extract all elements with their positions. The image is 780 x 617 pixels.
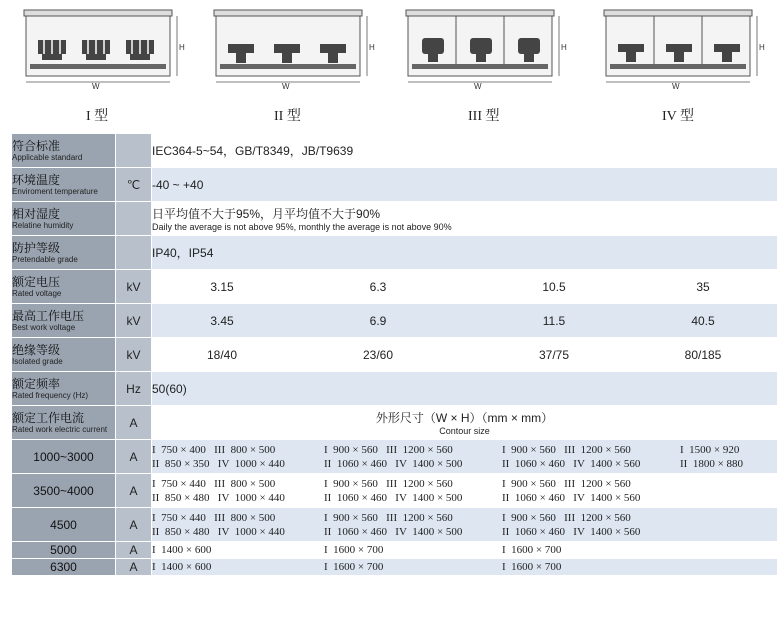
size-row: [12, 474, 778, 508]
size-cell: [152, 543, 324, 557]
size-row-values: [152, 508, 778, 542]
type-iv-drawing: [602, 8, 764, 90]
size-line: I 900 × 560 III 1200 × 560: [502, 443, 631, 456]
size-line: II 850 × 350 IV 1000 × 440: [152, 457, 285, 470]
value-humidity: [152, 202, 778, 236]
size-line: II 1800 × 880: [680, 457, 744, 470]
size-line: [680, 511, 770, 525]
size-line: I 900 × 560 III 1200 × 560: [502, 477, 631, 490]
row-standard: [12, 134, 778, 168]
rated-voltage-2: 6.3: [369, 279, 387, 294]
size-cell: [324, 560, 502, 574]
size-line: [680, 491, 770, 505]
size-cell: [502, 560, 680, 574]
size-cell: [680, 560, 770, 574]
label-current: 额定工作电流 Rated work electric current: [12, 406, 116, 440]
size-row-current: 6300: [12, 559, 116, 576]
size-rows: [12, 440, 778, 576]
rated-voltage-3: 10.5: [542, 279, 566, 294]
row-protection: [12, 236, 778, 270]
unit-max-voltage: kV: [116, 304, 152, 338]
label-insulation: 绝缘等级 Isolated grade: [12, 338, 116, 372]
row-current-header: [12, 406, 778, 440]
type-iii-diagram: [404, 8, 567, 91]
size-cell: [502, 477, 680, 505]
unit-frequency: Hz: [116, 372, 152, 406]
size-cell: [152, 511, 324, 539]
size-cell: [324, 477, 502, 505]
row-frequency: [12, 372, 778, 406]
size-line: II 850 × 480 IV 1000 × 440: [152, 525, 285, 538]
size-line: II 1060 × 460 IV 1400 × 560: [502, 457, 641, 470]
size-line: [680, 560, 770, 574]
width-label: W: [672, 82, 680, 91]
insulation-2: 23/60: [362, 347, 394, 362]
size-line: I 1600 × 700: [324, 561, 384, 573]
size-cell: [324, 543, 502, 557]
size-row-current: 5000: [12, 542, 116, 559]
size-line: [680, 477, 770, 491]
size-line: I 900 × 560 III 1200 × 560: [324, 443, 453, 456]
row-rated-voltage: [12, 270, 778, 304]
size-row-unit: A: [116, 440, 152, 474]
size-line: II 1060 × 460 IV 1400 × 560: [502, 491, 641, 504]
label-frequency: 额定频率 Rated frequency (Hz): [12, 372, 116, 406]
size-cell: [502, 511, 680, 539]
width-label: W: [282, 82, 290, 91]
size-cell: [502, 443, 680, 471]
type-ii-diagram: [212, 8, 375, 91]
row-humidity: [12, 202, 778, 236]
size-row-current: 3500~4000: [12, 474, 116, 508]
value-max-voltage: [152, 304, 778, 338]
contour-cn: 外形尺寸（W × H）（mm × mm）: [375, 411, 554, 425]
insulation-4: 80/185: [684, 347, 722, 362]
type-i-label: I 型: [86, 109, 109, 124]
size-row: [12, 559, 778, 576]
size-line: I 1600 × 700: [502, 544, 562, 556]
unit-insulation: kV: [116, 338, 152, 372]
size-line: I 1600 × 700: [324, 544, 384, 556]
type-ii-label: II 型: [274, 109, 301, 124]
size-row-values: [152, 542, 778, 559]
insulation-3: 37/75: [538, 347, 570, 362]
size-cell: [152, 443, 324, 471]
size-cell: [152, 560, 324, 574]
max-voltage-3: 11.5: [542, 313, 566, 328]
size-row-values: [152, 440, 778, 474]
size-line: I 900 × 560 III 1200 × 560: [324, 511, 453, 524]
type-iv-diagram: [602, 8, 765, 91]
enclosure-diagrams: [0, 0, 780, 128]
size-line: [680, 525, 770, 539]
size-cell: [680, 543, 770, 557]
size-cell: [502, 543, 680, 557]
contour-en: Contour size: [439, 426, 490, 436]
label-humidity: 相对湿度 Relatine humidity: [12, 202, 116, 236]
size-row: [12, 508, 778, 542]
size-line: I 1400 × 600: [152, 561, 212, 573]
max-voltage-4: 40.5: [691, 313, 715, 328]
size-line: II 850 × 480 IV 1000 × 440: [152, 491, 285, 504]
size-row-current: 4500: [12, 508, 116, 542]
size-row-values: [152, 559, 778, 576]
size-row-unit: A: [116, 542, 152, 559]
value-contour-header: [152, 406, 778, 440]
row-insulation: [12, 338, 778, 372]
label-max-voltage: 最高工作电压 Best work voltage: [12, 304, 116, 338]
type-iv-label: IV 型: [662, 109, 695, 124]
size-line: I 1500 × 920: [680, 443, 740, 456]
size-row-values: [152, 474, 778, 508]
size-cell: [680, 443, 770, 471]
value-frequency: 50(60): [152, 372, 778, 406]
rated-voltage-1: 3.15: [210, 279, 234, 294]
unit-protection: [116, 236, 152, 270]
unit-rated-voltage: kV: [116, 270, 152, 304]
row-temperature: [12, 168, 778, 202]
size-row: [12, 542, 778, 559]
size-line: II 1060 × 460 IV 1400 × 500: [324, 457, 463, 470]
height-label: H: [561, 43, 567, 52]
height-label: H: [369, 43, 375, 52]
size-row-unit: A: [116, 559, 152, 576]
width-label: W: [92, 82, 100, 91]
rated-voltage-4: 35: [696, 279, 710, 294]
size-line: II 1060 × 460 IV 1400 × 500: [324, 491, 463, 504]
value-rated-voltage: [152, 270, 778, 304]
type-iii-label: III 型: [468, 109, 500, 124]
size-row-unit: A: [116, 508, 152, 542]
humidity-cn: 日平均值不大于95%，月平均值不大于90%: [152, 207, 381, 221]
size-line: I 900 × 560 III 1200 × 560: [502, 511, 631, 524]
max-voltage-2: 6.9: [369, 313, 387, 328]
spec-table: [11, 133, 778, 576]
width-label: W: [474, 82, 482, 91]
size-line: I 900 × 560 III 1200 × 560: [324, 477, 453, 490]
value-protection: IP40，IP54: [152, 236, 778, 270]
size-line: II 1060 × 460 IV 1400 × 500: [324, 525, 463, 538]
unit-temperature: ℃: [116, 168, 152, 202]
size-cell: [680, 477, 770, 505]
label-rated-voltage: 额定电压 Rated voltage: [12, 270, 116, 304]
value-temperature: -40 ~ +40: [152, 168, 778, 202]
label-standard: 符合标准 Applicable standard: [12, 134, 116, 168]
label-protection: 防护等级 Pretendable grade: [12, 236, 116, 270]
size-row: [12, 440, 778, 474]
size-cell: [680, 511, 770, 539]
height-label: H: [759, 43, 765, 52]
size-line: I 1400 × 600: [152, 544, 212, 556]
value-insulation: [152, 338, 778, 372]
size-cell: [324, 511, 502, 539]
max-voltage-1: 3.45: [210, 313, 234, 328]
value-standard: IEC364-5~54，GB/T8349，JB/T9639: [152, 134, 778, 168]
size-line: I 1600 × 700: [502, 561, 562, 573]
size-row-current: 1000~3000: [12, 440, 116, 474]
size-line: I 750 × 440 III 800 × 500: [152, 511, 276, 524]
unit-standard: [116, 134, 152, 168]
type-iii-drawing: [404, 8, 566, 90]
size-cell: [324, 443, 502, 471]
humidity-en: Daily the average is not above 95%, monthly the average is not above 90%: [152, 222, 452, 232]
size-line: I 750 × 440 III 800 × 500: [152, 477, 276, 490]
size-cell: [152, 477, 324, 505]
size-line: [680, 543, 770, 557]
size-line: I 750 × 400 III 800 × 500: [152, 443, 276, 456]
unit-current: A: [116, 406, 152, 440]
type-i-diagram: [22, 8, 185, 91]
height-label: H: [179, 43, 185, 52]
type-ii-drawing: [212, 8, 374, 90]
size-line: II 1060 × 460 IV 1400 × 560: [502, 525, 641, 538]
row-max-voltage: [12, 304, 778, 338]
label-temperature: 环境温度 Enviroment temperature: [12, 168, 116, 202]
unit-humidity: [116, 202, 152, 236]
size-row-unit: A: [116, 474, 152, 508]
insulation-1: 18/40: [206, 347, 238, 362]
type-i-drawing: [22, 8, 184, 90]
